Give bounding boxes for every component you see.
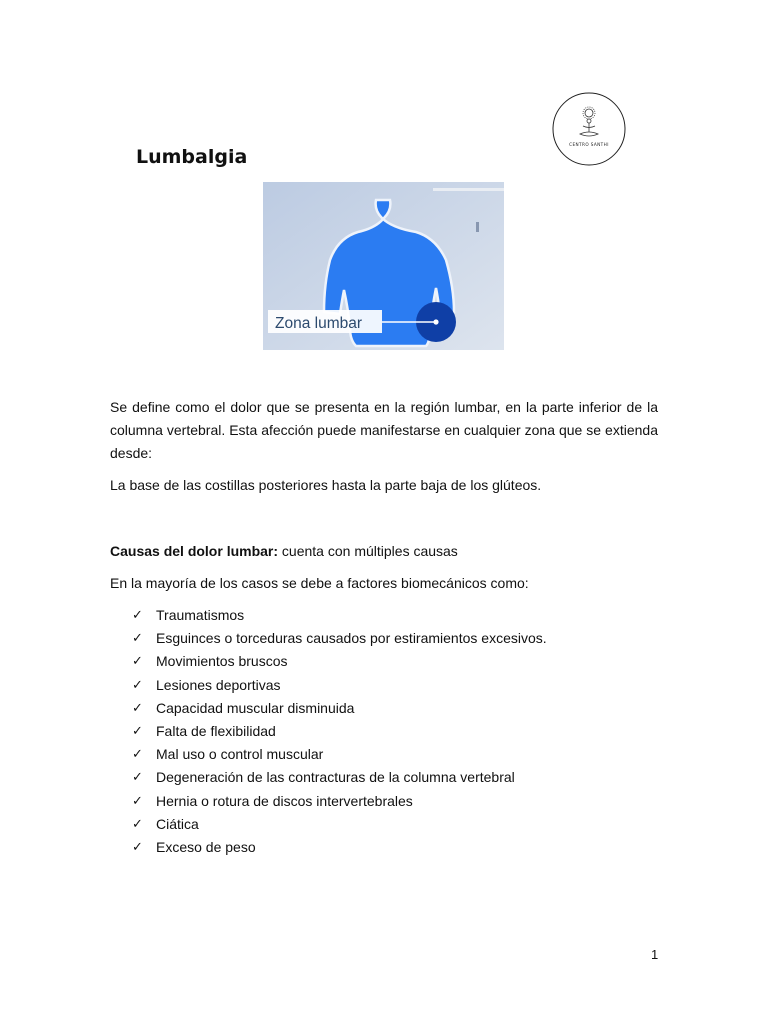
intro-paragraph: Se define como el dolor que se presenta en la región lumbar, en la parte inferior de la columna vertebral. Esta afección puede manifestarse en cualquier zona que se extienda desde: [110, 399, 658, 461]
checkmark-icon: ✓ [132, 677, 143, 693]
list-item: ✓ Lesiones deportivas [132, 674, 547, 697]
checkmark-icon: ✓ [132, 770, 143, 786]
causes-heading-bold: Causas del dolor lumbar: [110, 543, 279, 559]
list-item: ✓ Mal uso o control muscular [132, 743, 547, 766]
causes-heading [110, 540, 658, 563]
checkmark-icon: ✓ [132, 608, 143, 623]
checkmark-icon: ✓ [132, 654, 143, 670]
list-item: ✓ Hernia o rotura de discos intervertebrales [132, 790, 547, 813]
meditation-figure-icon [552, 92, 626, 166]
centro-santhi-logo [552, 92, 626, 166]
list-item: ✓ Ciática [132, 813, 547, 836]
lumbar-zone-illustration [263, 182, 504, 350]
list-item: ✓ Capacidad muscular disminuida [132, 697, 547, 720]
causes-heading-rest: cuenta con múltiples causas [278, 543, 458, 559]
logo-text: CENTRO SANTHI [569, 142, 609, 147]
page-number: 1 [651, 947, 659, 962]
causes-list [132, 604, 547, 859]
checkmark-icon: ✓ [132, 793, 143, 809]
checkmark-icon: ✓ [132, 816, 143, 832]
page-title: Lumbalgia [136, 146, 248, 168]
intro-paragraph-2: La base de las costillas posteriores hasta la parte baja de los glúteos. [110, 477, 542, 493]
list-item: ✓ Falta de flexibilidad [132, 720, 547, 743]
list-item: ✓ Traumatismos [132, 604, 547, 627]
checkmark-icon: ✓ [132, 724, 143, 740]
list-item: ✓ Esguinces o torceduras causados por estiramientos excesivos. [132, 627, 547, 650]
causes-lead: En la mayoría de los casos se debe a factores biomecánicos como: [110, 575, 529, 591]
checkmark-icon: ✓ [132, 700, 143, 716]
list-item: ✓ Movimientos bruscos [132, 650, 547, 673]
checkmark-icon: ✓ [132, 747, 143, 763]
list-item: ✓ Exceso de peso [132, 836, 547, 859]
zone-label: Zona lumbar [275, 315, 363, 332]
checkmark-icon: ✓ [132, 631, 143, 647]
list-item: ✓ Degeneración de las contracturas de la columna vertebral [132, 766, 547, 789]
checkmark-icon: ✓ [132, 840, 143, 856]
